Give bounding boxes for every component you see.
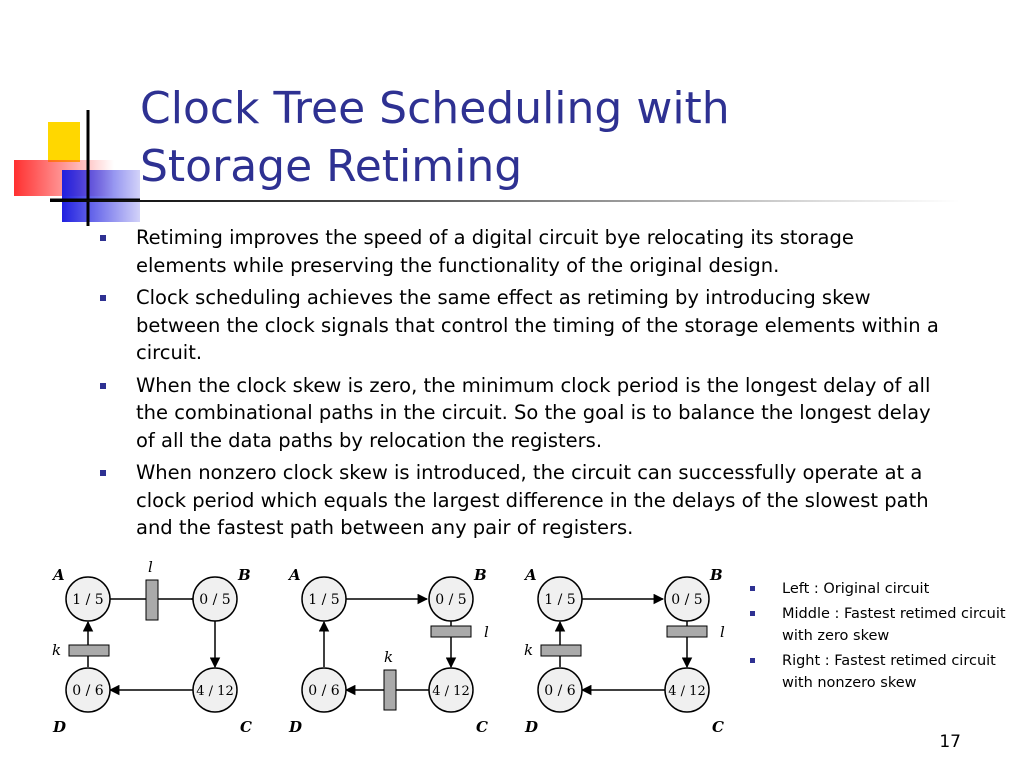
node-name-b: B (474, 566, 487, 584)
node-name-b: B (238, 566, 251, 584)
register-label-l: l (720, 623, 725, 641)
title-underline (50, 200, 960, 202)
legend-text: Right : Fastest retimed circuit with nonzero skew (782, 653, 996, 691)
node-d-value: 0 / 6 (544, 683, 576, 699)
node-name-a: A (53, 566, 65, 584)
register-l (431, 626, 471, 637)
slide-title (140, 80, 730, 196)
legend-item (750, 603, 1020, 647)
register-k (69, 645, 109, 656)
slide-title-line-1: Clock Tree Scheduling with (140, 83, 730, 134)
legend-item (750, 578, 1020, 600)
register-label-k: k (52, 641, 62, 659)
bullet-square-icon (100, 470, 106, 476)
page-number: 17 (939, 732, 961, 752)
node-name-c: C (240, 718, 252, 736)
logo-yellow-square (48, 122, 80, 162)
bullet-square-icon (100, 383, 106, 389)
node-name-a: A (525, 566, 537, 584)
register-k (384, 670, 396, 710)
node-name-c: C (476, 718, 488, 736)
bullet-list (100, 224, 940, 547)
diagram-nonzero-skew (523, 566, 725, 736)
register-label-l: l (484, 623, 489, 641)
register-label-k: k (384, 648, 394, 666)
node-a-value: 1 / 5 (544, 592, 576, 608)
register-k (541, 645, 581, 656)
node-a-value: 1 / 5 (72, 592, 104, 608)
node-c-value: 4 / 12 (668, 684, 706, 699)
bullet-text: When the clock skew is zero, the minimum clock period is the longest delay of all the combinational paths in the circuit. So the goal is to balance the longest delay of all the data paths by relocation the registers. (136, 373, 931, 452)
node-name-b: B (710, 566, 723, 584)
diagram-legend (750, 578, 1020, 697)
node-name-a: A (289, 566, 301, 584)
node-b-value: 0 / 5 (199, 592, 231, 608)
node-b-value: 0 / 5 (671, 592, 703, 608)
bullet-item (100, 372, 940, 455)
diagram-zero-skew (287, 566, 489, 736)
node-d-value: 0 / 6 (72, 683, 104, 699)
bullet-item (100, 284, 940, 367)
slide-logo-decoration (0, 100, 140, 230)
bullet-square-icon (100, 295, 106, 301)
node-a-value: 1 / 5 (308, 592, 340, 608)
bullet-text: Clock scheduling achieves the same effect as retiming by introducing skew between the clock signals that control the timing of the storage elements within a circuit. (136, 286, 939, 364)
logo-blue-bar (62, 170, 140, 222)
node-name-c: C (712, 718, 724, 736)
diagram-original (51, 558, 252, 736)
register-label-l: l (148, 558, 153, 576)
retiming-diagrams (48, 552, 738, 742)
legend-text: Left : Original circuit (782, 581, 930, 597)
node-d-value: 0 / 6 (308, 683, 340, 699)
bullet-square-icon (750, 611, 755, 616)
node-c-value: 4 / 12 (432, 684, 470, 699)
register-l (667, 626, 707, 637)
bullet-item (100, 224, 940, 279)
bullet-square-icon (750, 658, 755, 663)
legend-item (750, 650, 1020, 694)
node-name-d: D (53, 718, 67, 736)
node-c-value: 4 / 12 (196, 684, 234, 699)
node-name-d: D (525, 718, 539, 736)
node-name-d: D (289, 718, 303, 736)
bullet-text: When nonzero clock skew is introduced, the circuit can successfully operate at a clock period which equals the largest difference in the delays of the slowest path and the fastest path between any pair of registers. (136, 461, 929, 539)
bullet-square-icon (100, 235, 106, 241)
slide-title-line-2: Storage Retiming (140, 141, 523, 192)
bullet-square-icon (750, 586, 755, 591)
register-label-k: k (524, 641, 534, 659)
bullet-text: Retiming improves the speed of a digital circuit bye relocating its storage elements while preserving the functionality of the original design. (136, 226, 854, 277)
register-l (146, 580, 158, 620)
node-b-value: 0 / 5 (435, 592, 467, 608)
legend-text: Middle : Fastest retimed circuit with zero skew (782, 606, 1006, 644)
bullet-item (100, 459, 940, 542)
